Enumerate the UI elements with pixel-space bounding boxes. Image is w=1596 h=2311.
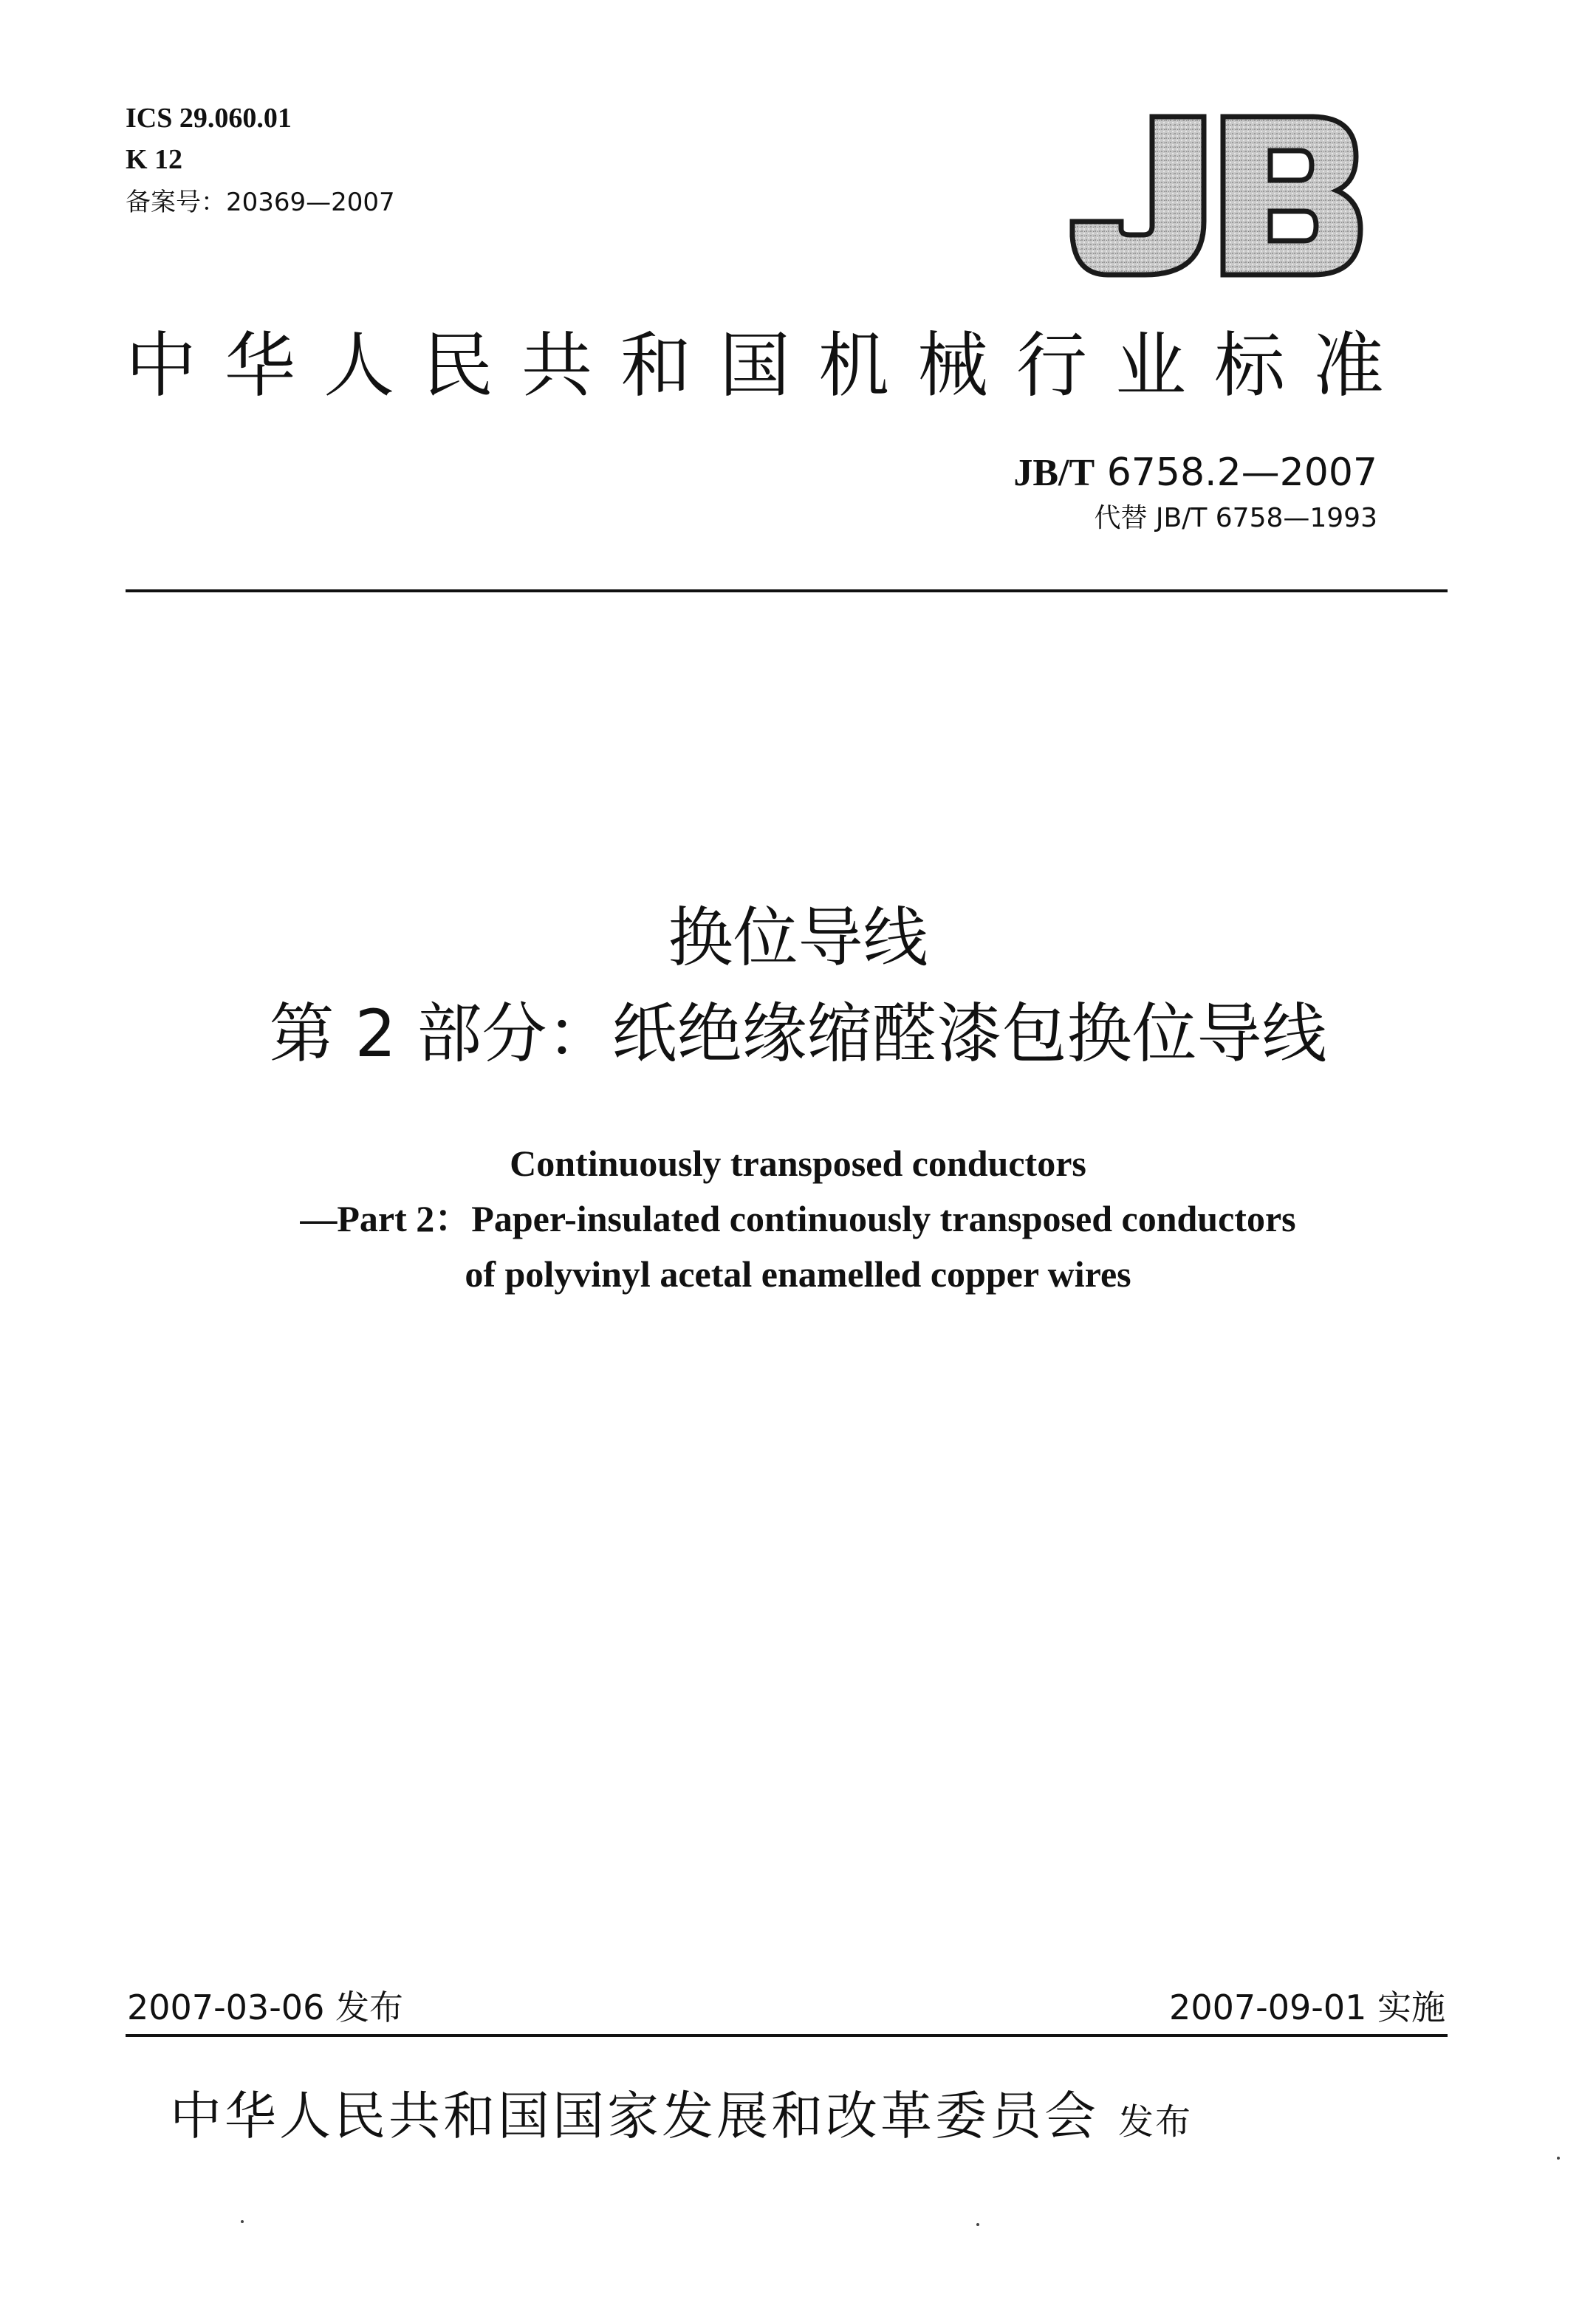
standard-prefix: JB/T — [1013, 452, 1095, 494]
ics-code: ICS 29.060.01 — [126, 103, 292, 134]
jb-standard-logo-icon — [1064, 111, 1366, 281]
ccs-code: K 12 — [126, 144, 183, 175]
replaces-standard: 代替 JB/T 6758—1993 — [1094, 503, 1377, 533]
english-title-line-1: Continuously transposed conductors — [510, 1143, 1086, 1184]
issue-date: 2007-03-06 发布 — [127, 1988, 403, 2027]
scan-speck — [1557, 2157, 1560, 2160]
issuer-suffix: 发布 — [1118, 2101, 1193, 2143]
record-number: 备案号：20369—2007 — [126, 188, 395, 217]
scan-speck — [976, 2223, 979, 2226]
english-title-line-2: —Part 2：Paper-insulated continuously transposed conductors — [300, 1198, 1296, 1239]
chinese-title-main: 换位导线 — [668, 900, 928, 976]
chinese-title-part: 第 2 部分：纸绝缘缩醛漆包换位导线 — [269, 996, 1327, 1072]
issuer-name: 中华人民共和国国家发展和改革委员会 — [170, 2086, 1099, 2146]
standard-number — [1013, 451, 1377, 496]
national-standard-title: 中华人民共和国机械行业标准 — [126, 324, 1412, 407]
implementation-date: 2007-09-01 实施 — [1169, 1988, 1445, 2027]
scan-speck — [241, 2220, 244, 2223]
standard-code: 6758.2—2007 — [1095, 451, 1377, 495]
header-divider — [126, 589, 1448, 592]
footer-divider — [126, 2034, 1448, 2037]
issuer — [170, 2083, 1192, 2155]
english-title-line-3: of polyvinyl acetal enamelled copper wires — [465, 1253, 1131, 1295]
